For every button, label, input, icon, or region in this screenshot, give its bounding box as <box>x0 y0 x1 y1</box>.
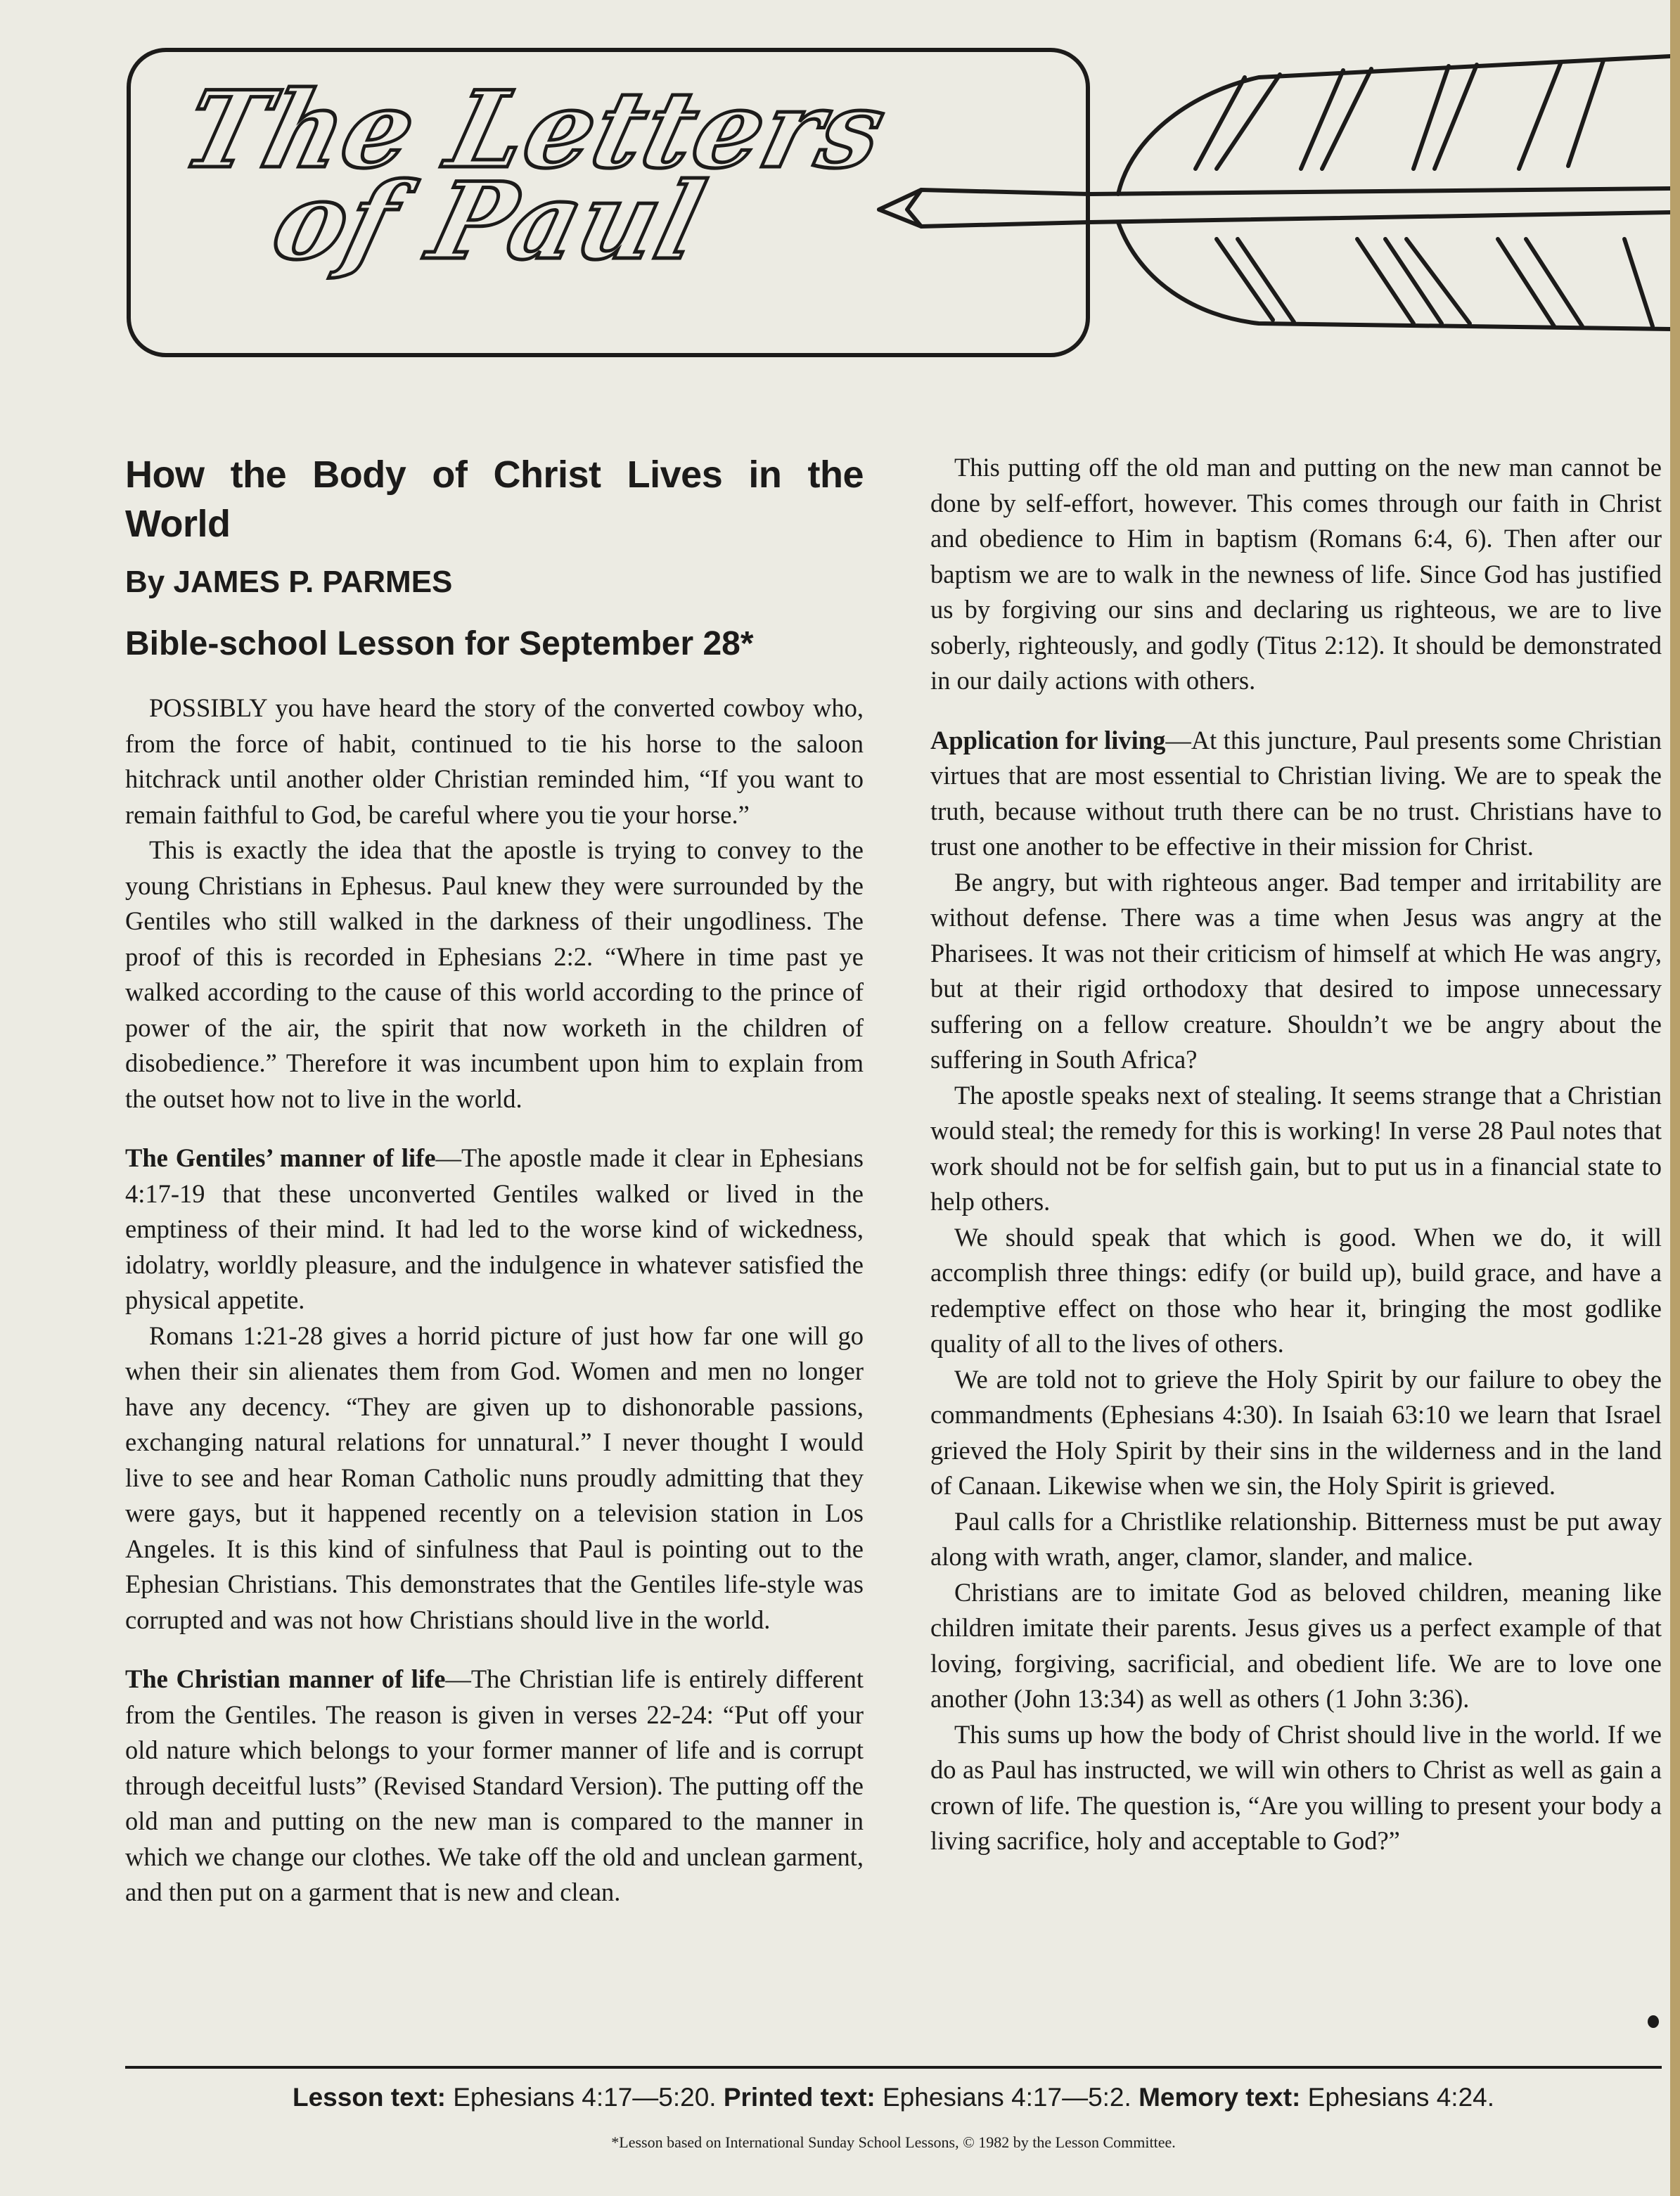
paragraph: This is exactly the idea that the apostle is trying to convey to the young Christians in Ephesus. Paul knew they were surrounded by the Gentiles who still walked in the darkness of their ungodliness. The proof of this is recorded in Ephesians 2:2. “Where in time past ye walked according to the cause of this world according to the prince of power of the air, the spirit that now worketh in the children of disobedience.” Therefore it was incumbent upon him to explain from the outset how not to live in the world. <box>125 835 864 1113</box>
lesson-references <box>125 2080 1662 2115</box>
page-edge <box>1670 0 1680 2196</box>
paragraph: Romans 1:21-28 gives a horrid picture of just how far one will go when their sin alienates them from God. Women and men no longer have any decency. “They are given up to dishonorable passions, exchanging natural relations for unnatural.” I never thought I would live to see and hear Roman Catholic nuns proudly admitting that they were gays, but it happened recently on a television station in Los Angeles. It is this kind of sinfulness that Paul is pointing out to the Ephesian Christians. This demonstrates that the Gentiles life-style was corrupted and was not how Christians should live in the world. <box>125 1321 864 1634</box>
section-paragraph: Application for living—At this juncture, Paul presents some Christian virtues that are most essential to Christian living. We are to speak the truth, because without truth there can be no trust. Christians have to trust one another to be effective in their mission for Christ. <box>930 725 1662 861</box>
paragraph: This sums up how the body of Christ should live in the world. If we do as Paul has instructed, we will win others to Christ as well as gain a crown of life. The question is, “Are you willing to present your body a living sacrifice, holy and acceptable to God?” <box>930 1719 1662 1855</box>
subhead: Application for living <box>930 725 1166 755</box>
paragraph: The apostle speaks next of stealing. It seems strange that a Christian would steal; the remedy for this is working! In verse 28 Paul notes that work should not be for selfish gain, but to put us in a financial state to help others. <box>930 1080 1662 1216</box>
article-headline: How the Body of Christ Lives in the World <box>125 454 864 545</box>
section-paragraph: The Gentiles’ manner of life—The apostle made it clear in Ephesians 4:17-19 that these unconverted Gentiles walked or lived in the emptiness of their mind. It had led to the worse kind of wickedness, idolatry, worldly pleasure, and the indulgence in whatever satisfied the physical appetite. <box>125 1143 864 1314</box>
quill-feather-icon <box>865 28 1670 359</box>
end-mark-icon <box>1648 2015 1659 2028</box>
lesson-text-label: Lesson text: <box>292 2083 446 2112</box>
printed-text-label: Printed text: <box>723 2083 876 2112</box>
paragraph: We should speak that which is good. When we do, it will accomplish three things: edify (or build up), build grace, and have a redemptive effect on those who hear it, bringing the most godlike quality of all to the lives of others. <box>930 1222 1662 1358</box>
article-left-column <box>125 450 864 1911</box>
paragraph: Paul calls for a Christlike relationship. Bitterness must be put away along with wrath, anger, clamor, slander, and malice. <box>930 1506 1662 1571</box>
lesson-date: Bible-school Lesson for September 28* <box>125 625 754 662</box>
footer-rule <box>125 2066 1662 2069</box>
paragraph: This putting off the old man and putting on the new man cannot be done by self-effort, however. This comes through our faith in Christ and obedience to Him in baptism (Romans 6:4, 6). Then after our baptism we are to walk in the newness of life. Since God has justified us by forgiving our sins and declaring us righteous, we are to live soberly, righteously, and godly (Titus 2:12). It should be demonstrated in our daily actions with others. <box>930 453 1662 695</box>
footnote: *Lesson based on International Sunday School Lessons, © 1982 by the Lesson Committee. <box>611 2133 1176 2151</box>
printed-text: Ephesians 4:17—5:2. <box>883 2083 1131 2112</box>
paragraph: POSSIBLY you have heard the story of the converted cowboy who, from the force of habit, continued to tie his horse to the saloon hitchrack until another older Christian reminded him, “If you want to remain faithful to God, be careful where you tie your horse.” <box>125 693 864 829</box>
article-byline: By JAMES P. PARMES <box>125 565 453 599</box>
subhead: The Christian manner of life <box>125 1664 446 1693</box>
subhead: The Gentiles’ manner of life <box>125 1143 436 1172</box>
paragraph: Christians are to imitate God as beloved children, meaning like children imitate their parents. Jesus gives us a perfect example of that loving, forgiving, sacrificial, and obedient life. We are to love one another (John 13:34) as well as others (1 John 3:36). <box>930 1577 1662 1713</box>
memory-text-label: Memory text: <box>1139 2083 1301 2112</box>
memory-text: Ephesians 4:24. <box>1307 2083 1494 2112</box>
section-paragraph: The Christian manner of life—The Christian life is entirely different from the Gentiles. The reason is given in verses 22-24: “Put off your old nature which belongs to your former manner of life and is corrupt through deceitful lusts” (Revised Standard Version). The putting off the old man and putting on the new man is compared to the manner in which we change our clothes. We take off the old and unclean garment, and then put on a garment that is new and clean. <box>125 1664 864 1906</box>
article-right-column <box>930 450 1662 1859</box>
lesson-text: Ephesians 4:17—5:20. <box>453 2083 717 2112</box>
banner-title-line-1: The Letters <box>172 68 898 192</box>
paragraph: Be angry, but with righteous anger. Bad temper and irritability are without defense. There was a time when Jesus was angry at the Pharisees. It was not their criticism of himself at which He was angry, but at their rigid orthodoxy that desired to impose unnecessary suffering on a fellow creature. Shouldn’t we be angry about the suffering in South Africa? <box>930 867 1662 1074</box>
banner-title-line-2: of Paul <box>261 160 717 283</box>
paragraph: We are told not to grieve the Holy Spirit by our failure to obey the commandments (Ephesians 4:30). In Isaiah 63:10 we learn that Israel grieved the Holy Spirit by their sins in the wilderness and in the land of Canaan. Likewise when we sin, the Holy Spirit is grieved. <box>930 1364 1662 1500</box>
banner-title <box>153 68 902 283</box>
